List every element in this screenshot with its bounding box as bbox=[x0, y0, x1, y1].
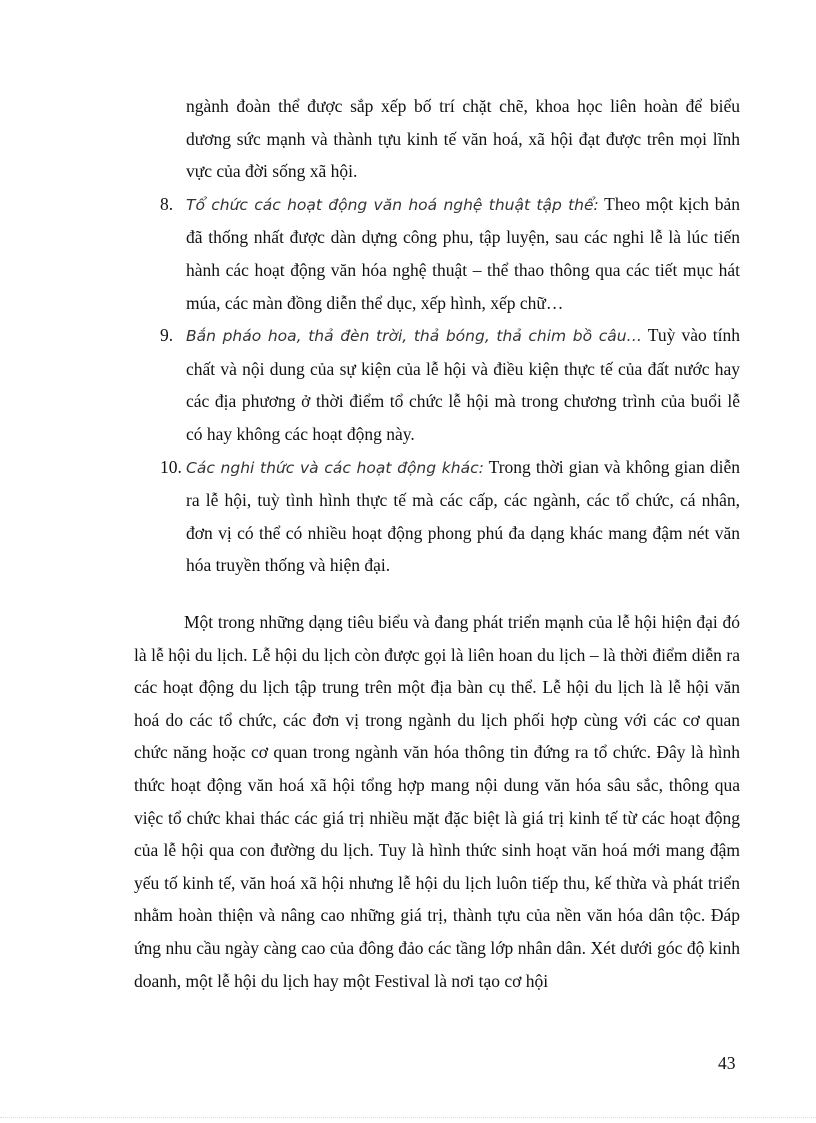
list-item-text: Tuỳ vào tính chất và nội dung của sự kiện của lễ hội và điều kiện thực tế của đất nước hay các địa phương ở thời điểm tổ chức lễ hội mà trong chương trình của buổi lễ có hay không các hoạt động này. bbox=[186, 325, 741, 444]
list-item-title: Tổ chức các hoạt động văn hoá nghệ thuật tập thể: bbox=[186, 195, 599, 214]
list-item-title: Các nghi thức và các hoạt động khác: bbox=[186, 458, 484, 477]
list-item-8 bbox=[148, 188, 740, 319]
body-paragraph: Một trong những dạng tiêu biểu và đang phát triển mạnh của lễ hội hiện đại đó là lễ hội du lịch. Lễ hội du lịch còn được gọi là liên hoan du lịch – là thời điểm diễn ra các hoạt động du lịch tập trung trên một địa bàn cụ thể. Lễ hội du lịch là lễ hội văn hoá do các tổ chức, các đơn vị trong ngành du lịch phối hợp cùng với các cơ quan chức năng hoặc cơ quan trong ngành văn hóa thông tin đứng ra tổ chức. Đây là hình thức hoạt động văn hoá xã hội tổng hợp mang nội dung văn hóa sâu sắc, thông qua việc tổ chức khai thác các giá trị nhiều mặt đặc biệt là giá trị kinh tế từ các hoạt động của lễ hội qua con đường du lịch. Tuy là hình thức sinh hoạt văn hoá mới mang đậm yếu tố kinh tế, văn hoá xã hội nhưng lễ hội du lịch luôn tiếp thu, kế thừa và phát triển nhằm hoàn thiện và nâng cao những giá trị, thành tựu của nền văn hóa dân tộc. Đáp ứng nhu cầu ngày càng cao của đông đảo các tầng lớp nhân dân. Xét dưới góc độ kinh doanh, một lễ hội du lịch hay một Festival là nơi tạo cơ hội bbox=[134, 612, 740, 991]
list-item-number: 9. bbox=[160, 325, 174, 346]
page-bottom-divider bbox=[0, 1117, 816, 1118]
list-item-title: Bắn pháo hoa, thả đèn trời, thả bóng, thả chim bồ câu… bbox=[186, 327, 643, 346]
page-number: 43 bbox=[718, 1053, 736, 1073]
list-item-text: Trong thời gian và không gian diễn ra lễ hội, tuỳ tình hình thực tế mà các cấp, các ngành, các tổ chức, cá nhân, đơn vị có thể có nhiều hoạt động phong phú đa dạng khác mang đậm nét văn hóa truyền thống và hiện đại. bbox=[186, 456, 740, 576]
list-item-9 bbox=[148, 319, 740, 450]
numbered-list bbox=[148, 90, 740, 582]
list-item-number: 10. bbox=[160, 456, 182, 477]
list-item-text: Theo một kịch bản đã thống nhất được dàn dựng công phu, tập luyện, sau các nghi lễ là lúc tiến hành các hoạt động văn hóa nghệ thuật – thể thao thông qua các tiết mục hát múa, các màn đồng diễn thể dục, xếp hình, xếp chữ… bbox=[186, 193, 740, 313]
list-item-10 bbox=[148, 451, 740, 582]
list-continuation-text: ngành đoàn thể được sắp xếp bố trí chặt chẽ, khoa học liên hoàn để biểu dương sức mạnh và thành tựu kinh tế văn hoá, xã hội đạt được trên mọi lĩnh vực của đời sống xã hội. bbox=[186, 96, 740, 182]
list-item-number: 8. bbox=[160, 193, 174, 214]
